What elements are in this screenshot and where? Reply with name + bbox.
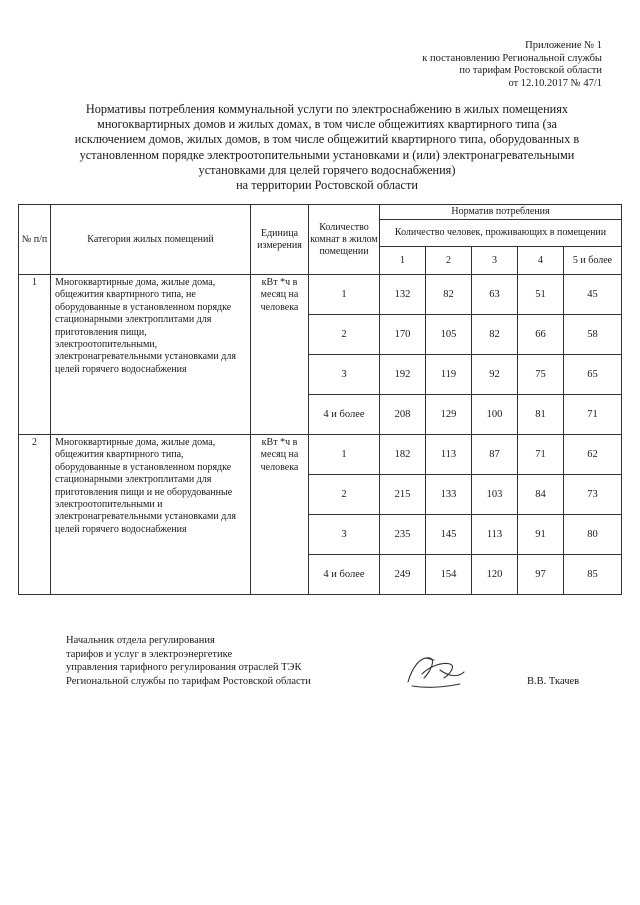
category-cell: Многоквартирные дома, жилые дома, общежития квартирного типа, не оборудованные в установленном порядке стационарными электроплитами для приготовления пищи, электроотопительными, электронагревательными установками для целей горячего водоснабжения — [51, 275, 251, 435]
title-line: установками для целей горячего водоснабжения) — [198, 162, 456, 177]
value-cell: 235 — [380, 515, 426, 555]
rooms-cell: 1 — [309, 275, 380, 315]
title-line: на территории Ростовской области — [236, 178, 418, 193]
value-cell: 215 — [380, 475, 426, 515]
value-cell: 91 — [518, 515, 564, 555]
value-cell: 103 — [472, 475, 518, 515]
value-cell: 132 — [380, 275, 426, 315]
value-cell: 85 — [564, 555, 622, 595]
value-cell: 182 — [380, 435, 426, 475]
value-cell: 80 — [564, 515, 622, 555]
value-cell: 45 — [564, 275, 622, 315]
value-cell: 113 — [426, 435, 472, 475]
title-line: многоквартирных домов и жилых домах, в том числе общежитиях квартирного типа (за — [97, 117, 557, 132]
rooms-cell: 3 — [309, 515, 380, 555]
rooms-cell: 4 и более — [309, 555, 380, 595]
header-unit: Единица измерения — [251, 205, 309, 275]
value-cell: 249 — [380, 555, 426, 595]
value-cell: 145 — [426, 515, 472, 555]
value-cell: 120 — [472, 555, 518, 595]
value-cell: 81 — [518, 395, 564, 435]
signer-position-line: Начальник отдела регулирования — [66, 635, 215, 646]
signer-position-line: тарифов и услуг в электроэнергетике — [66, 648, 233, 660]
handwritten-signature — [400, 648, 470, 696]
category-cell: Многоквартирные дома, жилые дома, общежития квартирного типа, оборудованные в установленном порядке стационарными электроплитами для приготовления пищи и не оборудованные электроотопительными и электронагревательными установками для целей горячего водоснабжения — [51, 435, 251, 595]
header-category: Категория жилых помещений — [51, 205, 251, 275]
value-cell: 75 — [518, 355, 564, 395]
rooms-cell: 4 и более — [309, 395, 380, 435]
header-people: Количество человек, проживающих в помещении — [380, 220, 622, 247]
value-cell: 129 — [426, 395, 472, 435]
value-cell: 62 — [564, 435, 622, 475]
value-cell: 82 — [426, 275, 472, 315]
header-people-2: 2 — [426, 247, 472, 275]
value-cell: 92 — [472, 355, 518, 395]
value-cell: 87 — [472, 435, 518, 475]
value-cell: 105 — [426, 315, 472, 355]
value-cell: 170 — [380, 315, 426, 355]
signer-position-line: Региональной службы по тарифам Ростовской области — [66, 675, 311, 687]
title-line: Нормативы потребления коммунальной услуги по электроснабжению в жилых помещениях — [85, 102, 569, 116]
title-line: установленном порядке электроотопительными установками и (или) электронагревательными — [79, 147, 575, 162]
signature-block — [66, 634, 311, 688]
table-row — [19, 275, 622, 315]
value-cell: 133 — [426, 475, 472, 515]
appendix-line: от 12.10.2017 № 47/1 — [508, 77, 602, 89]
header-people-3: 3 — [472, 247, 518, 275]
norms-table — [18, 204, 622, 595]
rooms-cell: 1 — [309, 435, 380, 475]
rooms-cell: 2 — [309, 475, 380, 515]
value-cell: 63 — [472, 275, 518, 315]
rooms-cell: 2 — [309, 315, 380, 355]
appendix-line: Приложение № 1 — [525, 40, 602, 51]
header-people-5: 5 и более — [564, 247, 622, 275]
value-cell: 97 — [518, 555, 564, 595]
header-num: № п/п — [19, 205, 51, 275]
value-cell: 113 — [472, 515, 518, 555]
appendix-line: по тарифам Ростовской области — [459, 65, 602, 76]
unit-cell: кВт *ч в месяц на человека — [251, 275, 309, 435]
value-cell: 71 — [518, 435, 564, 475]
value-cell: 66 — [518, 315, 564, 355]
header-rooms: Количество комнат в жилом помещении — [309, 205, 380, 275]
value-cell: 58 — [564, 315, 622, 355]
signer-name: В.В. Ткачев — [527, 676, 580, 687]
rooms-cell: 3 — [309, 355, 380, 395]
value-cell: 208 — [380, 395, 426, 435]
value-cell: 119 — [426, 355, 472, 395]
header-people-1: 1 — [380, 247, 426, 275]
appendix-line: к постановлению Региональной службы — [422, 52, 602, 64]
document-title — [60, 102, 594, 193]
value-cell: 51 — [518, 275, 564, 315]
header-people-4: 4 — [518, 247, 564, 275]
header-norm: Норматив потребления — [380, 205, 622, 220]
appendix-header — [342, 40, 602, 90]
value-cell: 65 — [564, 355, 622, 395]
row-number: 1 — [19, 275, 51, 435]
title-line: исключением домов, жилых домов, в том числе общежитий квартирного типа, оборудованных в — [74, 132, 580, 147]
table-row — [19, 435, 622, 475]
value-cell: 82 — [472, 315, 518, 355]
unit-cell: кВт *ч в месяц на человека — [251, 435, 309, 595]
row-number: 2 — [19, 435, 51, 595]
value-cell: 100 — [472, 395, 518, 435]
value-cell: 71 — [564, 395, 622, 435]
value-cell: 154 — [426, 555, 472, 595]
signer-position-line: управления тарифного регулирования отраслей ТЭК — [66, 662, 302, 673]
value-cell: 192 — [380, 355, 426, 395]
value-cell: 73 — [564, 475, 622, 515]
value-cell: 84 — [518, 475, 564, 515]
